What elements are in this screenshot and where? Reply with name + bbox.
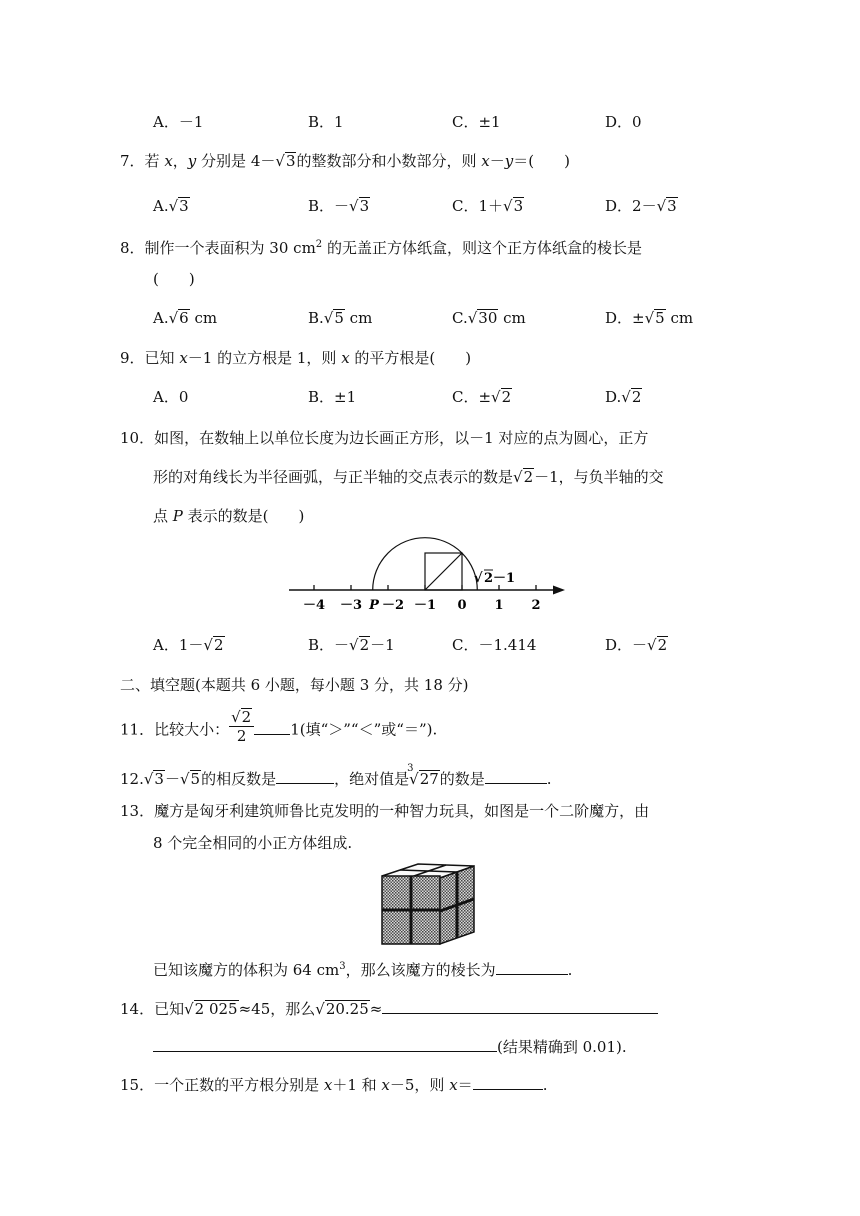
svg-text:√: √: [474, 571, 483, 586]
number-line-figure: [287, 530, 569, 616]
tick-label: 1: [494, 598, 504, 613]
q8-option-b: B.√5 cm: [308, 309, 373, 327]
answer-blank[interactable]: [496, 960, 568, 975]
question-12: 12.√3－√5的相反数是 ，绝对值是 3 √27的数是 .: [120, 763, 552, 788]
q8-option-d: D．±√5 cm: [605, 309, 694, 327]
tick-label: 2: [531, 598, 541, 613]
answer-blank[interactable]: [485, 769, 547, 784]
q6-option-c: C．±1: [452, 113, 501, 131]
q7-tail: ＝( ): [513, 152, 570, 170]
q6-option-a: A．－1: [153, 113, 204, 131]
question-13-line-1: 13．魔方是匈牙利建筑师鲁比克发明的一种智力玩具，如图是一个二阶魔方，由: [120, 802, 650, 820]
question-11: 11．比较大小： $\frac{√2}{2}$ 1(填“＞”“＜”或“＝”).: [120, 708, 438, 745]
question-8-bracket: ( ): [153, 270, 195, 288]
q6-option-d: D．0: [605, 113, 642, 131]
question-10-line-3: 点 P 表示的数是( ): [153, 507, 305, 525]
question-10-line-1: 10．如图，在数轴上以单位长度为边长画正方形，以－1 对应的点为圆心，正方: [120, 429, 649, 447]
q7-prefix: 7．若: [120, 152, 165, 170]
q7-option-d: D．2－√3: [605, 197, 677, 215]
q7-sep: ，: [172, 152, 188, 170]
q10-option-b: B．－√2－1: [308, 636, 395, 654]
q7-option-b: B．－√3: [308, 197, 370, 215]
tick-label: －4: [302, 598, 326, 613]
question-7: [120, 150, 570, 172]
q6-option-b: B．1: [308, 113, 344, 131]
question-14: 14．已知√2 025≈45，那么√20.25≈: [120, 998, 658, 1020]
fraction: $\frac{√2}{2}$: [229, 708, 254, 745]
q7-text1: 分别是 4－: [196, 152, 276, 170]
tick-label: 0: [457, 598, 467, 613]
answer-blank[interactable]: [473, 1075, 543, 1090]
answer-blank[interactable]: [254, 720, 290, 735]
q9-option-d: D.√2: [605, 388, 642, 406]
q8-option-a: A.√6 cm: [153, 309, 218, 327]
diagonal-line: [425, 553, 462, 590]
var-y: y: [504, 152, 514, 170]
answer-blank[interactable]: [276, 769, 334, 784]
rubiks-cube-image: [380, 862, 476, 946]
q7-option-c: C．1＋√3: [452, 197, 524, 215]
svg-text:－1: －1: [493, 571, 516, 586]
svg-text:2: 2: [484, 571, 494, 586]
q9-option-c: C．±√2: [452, 388, 512, 406]
q10-option-a: A．1－√2: [153, 636, 224, 654]
question-14-line-2: (结果精确到 0.01).: [153, 1036, 627, 1058]
q9-option-b: B．±1: [308, 388, 357, 406]
q9-option-a: A．0: [153, 388, 189, 406]
question-13-line-3: 已知该魔方的体积为 64 $cm^3$，那么该魔方的棱长为 .: [153, 961, 573, 979]
question-15: 15．一个正数的平方根分别是 x＋1 和 x－5，则 x＝ .: [120, 1076, 548, 1094]
question-8: 8．制作一个表面积为 30 $cm^2$ 的无盖正方体纸盒，则这个正方体纸盒的棱长是: [120, 239, 642, 257]
answer-blank[interactable]: [382, 999, 658, 1014]
point-p-label: P: [369, 598, 379, 613]
q7-text2: 的整数部分和小数部分，则: [296, 152, 482, 170]
q10-option-d: D．－√2: [605, 636, 668, 654]
question-13-line-2: 8 个完全相同的小正方体组成.: [153, 834, 353, 852]
var-y: y: [187, 152, 197, 170]
tick-label: －2: [381, 598, 405, 613]
var-x: x: [481, 152, 490, 170]
var-x: x: [164, 152, 173, 170]
question-10-line-2: 形的对角线长为半径画弧，与正半轴的交点表示的数是√2－1，与负半轴的交: [153, 468, 664, 486]
q7-option-a: A.√3: [153, 197, 189, 215]
tick-label: －3: [339, 598, 363, 613]
section-2-title: 二、填空题(本题共 6 小题，每小题 3 分，共 18 分): [120, 676, 469, 694]
question-9: 9．已知 x－1 的立方根是 1，则 x 的平方根是( ): [120, 349, 472, 367]
minus: －: [489, 152, 505, 170]
axis-arrow: [553, 586, 565, 595]
sqrt: √3: [275, 152, 296, 170]
answer-blank[interactable]: [153, 1037, 497, 1052]
q8-option-c: C.√30 cm: [452, 309, 526, 327]
sqrt2-minus-1-label: [474, 570, 515, 586]
q10-option-c: C．－1.414: [452, 636, 537, 654]
tick-label: －1: [413, 598, 437, 613]
